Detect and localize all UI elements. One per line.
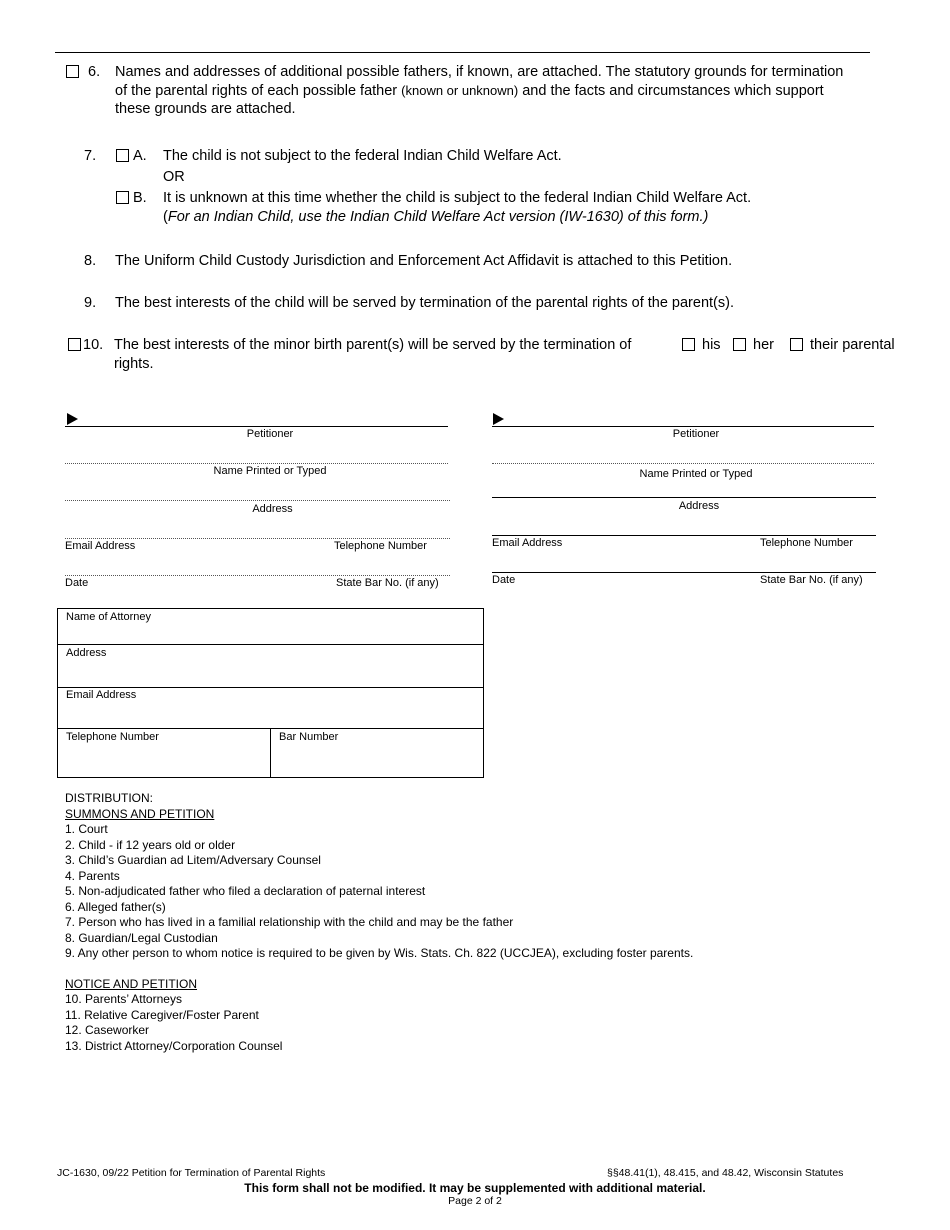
- list-item: 7. Person who has lived in a familial relationship with the child and may be the father: [65, 915, 514, 929]
- summons-list: [65, 822, 865, 962]
- right-address-label: Address: [678, 500, 720, 512]
- left-date-label: Date: [65, 577, 89, 589]
- right-address-line[interactable]: [492, 497, 876, 498]
- his-label: his: [702, 337, 721, 353]
- item-9-text: The best interests of the child will be served by termination of the parental rights of the parent(s).: [115, 295, 734, 311]
- list-item: 2. Child - if 12 years old or older: [65, 837, 236, 852]
- item-7a-text: The child is not subject to the federal Indian Child Welfare Act.: [163, 148, 562, 164]
- footer-form-id: JC-1630, 09/22 Petition for Termination of Parental Rights: [57, 1167, 326, 1179]
- list-item: 1. Court: [65, 822, 108, 836]
- item-6-text: [115, 63, 915, 119]
- item-7b-note: (For an Indian Child, use the Indian Child Welfare Act version (IW-1630) of this form.): [163, 209, 709, 225]
- attorney-address-field[interactable]: Address: [66, 647, 107, 659]
- item-7-or: OR: [163, 169, 185, 185]
- list-item: 13. District Attorney/Corporation Counsel: [65, 1038, 283, 1053]
- left-petitioner-label: Petitioner: [246, 428, 294, 440]
- item-9-number: 9.: [84, 295, 97, 311]
- attorney-email-field[interactable]: Email Address: [66, 689, 137, 701]
- list-item: 3. Child’s Guardian ad Litem/Adversary Counsel: [65, 853, 321, 867]
- list-item: 4. Parents: [65, 868, 120, 883]
- item-10-checkbox[interactable]: [68, 338, 81, 351]
- left-sign-here-arrow-icon: [67, 413, 78, 425]
- list-item: 8. Guardian/Legal Custodian: [65, 930, 218, 945]
- item-7b-text: It is unknown at this time whether the child is subject to the federal Indian Child Welfare Act.: [163, 190, 752, 206]
- item-7a-label: A.: [133, 148, 147, 164]
- attorney-cell-divider: [270, 728, 271, 778]
- footer-notice: This form shall not be modified. It may be supplemented with additional material.: [244, 1181, 706, 1195]
- item-7b-label: B.: [133, 190, 147, 206]
- distribution-heading: DISTRIBUTION:: [65, 791, 154, 805]
- their-checkbox[interactable]: [790, 338, 803, 351]
- attorney-email-row: [58, 687, 483, 688]
- left-petitioner-line[interactable]: [65, 426, 448, 427]
- item-8-text: The Uniform Child Custody Jurisdiction and Enforcement Act Affidavit is attached to this Petition.: [115, 253, 733, 269]
- list-item: 6. Alleged father(s): [65, 899, 166, 914]
- known-or-unknown: (known or unknown): [401, 82, 519, 98]
- item-10-text: The best interests of the minor birth parent(s) will be served by the termination of: [114, 337, 632, 353]
- right-state-bar-label: State Bar No. (if any): [760, 574, 863, 586]
- left-name-label: Name Printed or Typed: [213, 465, 327, 477]
- list-item: 9. Any other person to whom notice is required to be given by Wis. Stats. Ch. 822 (UCCJEA), excluding foster parents.: [65, 946, 694, 960]
- item-7a-checkbox[interactable]: [116, 149, 129, 162]
- list-item: 11. Relative Caregiver/Foster Parent: [65, 1007, 259, 1022]
- right-email-label: Email Address: [492, 537, 563, 549]
- item-7-number: 7.: [84, 148, 97, 164]
- footer-statutes: §§48.41(1), 48.415, and 48.42, Wisconsin Statutes: [607, 1167, 844, 1179]
- right-email-line[interactable]: [492, 535, 876, 536]
- attorney-box: [57, 608, 484, 778]
- item-6-number: 6.: [88, 64, 101, 80]
- attorney-name-field[interactable]: Name of Attorney: [66, 611, 151, 623]
- attorney-address-row: [58, 644, 483, 645]
- attorney-telephone-field[interactable]: Telephone Number: [66, 731, 159, 743]
- item-6-line-3: these grounds are attached.: [115, 101, 296, 117]
- left-address-label: Address: [252, 503, 293, 515]
- distribution-section: [65, 791, 865, 1054]
- right-petitioner-line[interactable]: [492, 426, 874, 427]
- right-sign-here-arrow-icon: [493, 413, 504, 425]
- summons-heading: SUMMONS AND PETITION: [65, 806, 215, 821]
- right-name-line[interactable]: [492, 463, 874, 464]
- list-item: 10. Parents’ Attorneys: [65, 992, 182, 1006]
- notice-heading: NOTICE AND PETITION: [65, 976, 198, 991]
- list-item: 12. Caseworker: [65, 1023, 150, 1037]
- right-name-label: Name Printed or Typed: [639, 468, 753, 480]
- her-label: her: [753, 337, 774, 353]
- attorney-bar-number-field[interactable]: Bar Number: [279, 731, 339, 743]
- notice-list: [65, 992, 865, 1054]
- left-telephone-label: Telephone Number: [334, 540, 427, 552]
- item-6-checkbox[interactable]: [66, 65, 79, 78]
- footer-page-number: Page 2 of 2: [448, 1195, 502, 1207]
- item-6-line-1: Names and addresses of additional possible fathers, if known, are attached. The statutory grounds for termination: [115, 64, 844, 80]
- their-parental-label: their parental: [810, 337, 895, 353]
- his-checkbox[interactable]: [682, 338, 695, 351]
- top-rule: [55, 52, 870, 53]
- item-10-rights: rights.: [114, 356, 154, 372]
- her-checkbox[interactable]: [733, 338, 746, 351]
- item-10-number: 10.: [83, 337, 104, 353]
- left-email-label: Email Address: [65, 540, 136, 552]
- right-date-label: Date: [492, 574, 516, 586]
- list-item: 5. Non-adjudicated father who filed a declaration of paternal interest: [65, 884, 426, 898]
- item-6-line-2: of the parental rights of each possible father (known or unknown) and the facts and circumstances which support: [115, 82, 824, 99]
- item-8-number: 8.: [84, 253, 97, 269]
- left-address-line[interactable]: [65, 500, 450, 501]
- left-name-line[interactable]: [65, 463, 448, 464]
- left-email-line[interactable]: [65, 538, 450, 539]
- right-telephone-label: Telephone Number: [760, 537, 853, 549]
- left-state-bar-label: State Bar No. (if any): [336, 577, 439, 589]
- right-petitioner-label: Petitioner: [672, 428, 720, 440]
- right-date-line[interactable]: [492, 572, 876, 573]
- left-date-line[interactable]: [65, 575, 450, 576]
- item-7b-checkbox[interactable]: [116, 191, 129, 204]
